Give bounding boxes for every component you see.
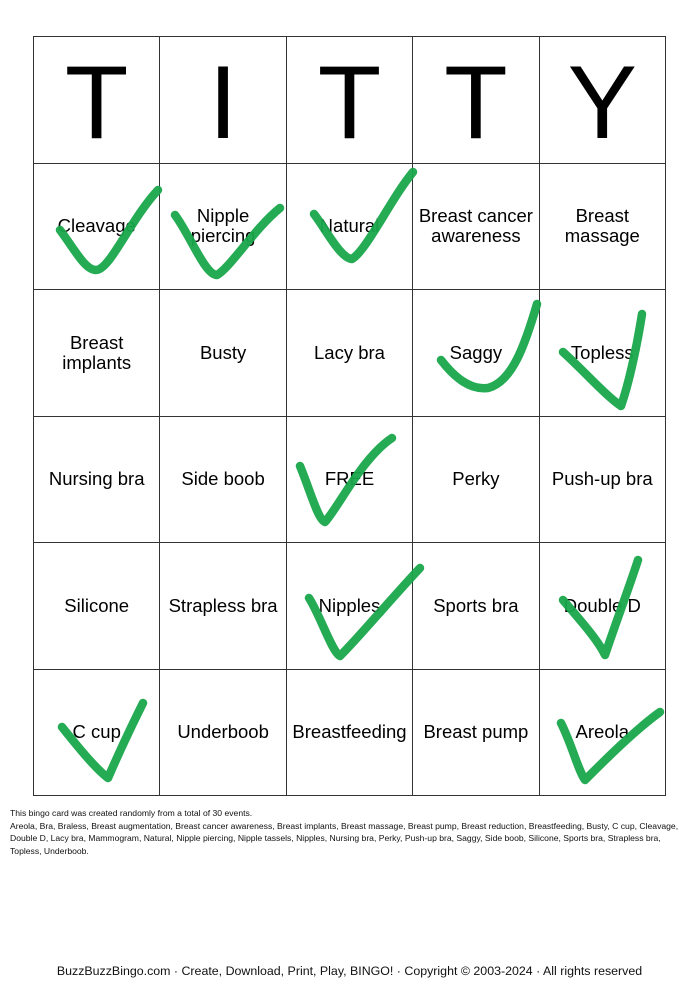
bingo-cell[interactable]: Areola — [540, 670, 666, 797]
bingo-cell[interactable]: Side boob — [160, 417, 286, 544]
bingo-cell[interactable]: Silicone — [34, 543, 160, 670]
bingo-card — [33, 36, 666, 796]
bingo-cell[interactable]: Breast pump — [413, 670, 539, 797]
bingo-cell[interactable]: Breastfeeding — [287, 670, 413, 797]
header-letter: T — [413, 37, 539, 164]
bingo-cell[interactable]: C cup — [34, 670, 160, 797]
note-event-list: Areola, Bra, Braless, Breast augmentation, Breast cancer awareness, Breast implants, Breast massage, Breast pump, Breast reduction, Breastfeeding, Busty, C cup, Cleavage, Double D, Lacy bra, Mammogram, Natural, Nipple piercing, Nipple tassels, Nipples, Nursing bra, Perky, Push-up bra, Saggy, Side boob, Silicone, Sports bra, Strapless bra, Topless, Underboob. — [10, 820, 679, 856]
header-letter: I — [160, 37, 286, 164]
bingo-cell[interactable]: Busty — [160, 290, 286, 417]
bingo-cell[interactable]: Strapless bra — [160, 543, 286, 670]
header-letter: T — [34, 37, 160, 164]
header-letter: T — [287, 37, 413, 164]
bingo-cell[interactable]: Push-up bra — [540, 417, 666, 544]
bingo-cell[interactable]: Cleavage — [34, 164, 160, 291]
bingo-cell[interactable]: Underboob — [160, 670, 286, 797]
free-space-cell[interactable]: FREE — [287, 417, 413, 544]
bingo-cell[interactable]: Perky — [413, 417, 539, 544]
bingo-cell[interactable]: Breast cancer awareness — [413, 164, 539, 291]
bingo-cell[interactable]: Nipples — [287, 543, 413, 670]
bingo-cell[interactable]: Nursing bra — [34, 417, 160, 544]
note-summary: This bingo card was created randomly from a total of 30 events. — [10, 808, 253, 818]
card-note — [10, 807, 682, 857]
bingo-cell[interactable]: Natural — [287, 164, 413, 291]
bingo-cell[interactable]: Nipple piercing — [160, 164, 286, 291]
header-letter: Y — [540, 37, 666, 164]
footer-copyright: BuzzBuzzBingo.com · Create, Download, Print, Play, BINGO! · Copyright © 2003-2024 · All rights reserved — [56, 964, 643, 978]
bingo-cell[interactable]: Breast massage — [540, 164, 666, 291]
bingo-cell[interactable]: Sports bra — [413, 543, 539, 670]
bingo-cell[interactable]: Breast implants — [34, 290, 160, 417]
bingo-cell[interactable]: Saggy — [413, 290, 539, 417]
bingo-cell[interactable]: Double D — [540, 543, 666, 670]
bingo-cell[interactable]: Topless — [540, 290, 666, 417]
bingo-cell[interactable]: Lacy bra — [287, 290, 413, 417]
